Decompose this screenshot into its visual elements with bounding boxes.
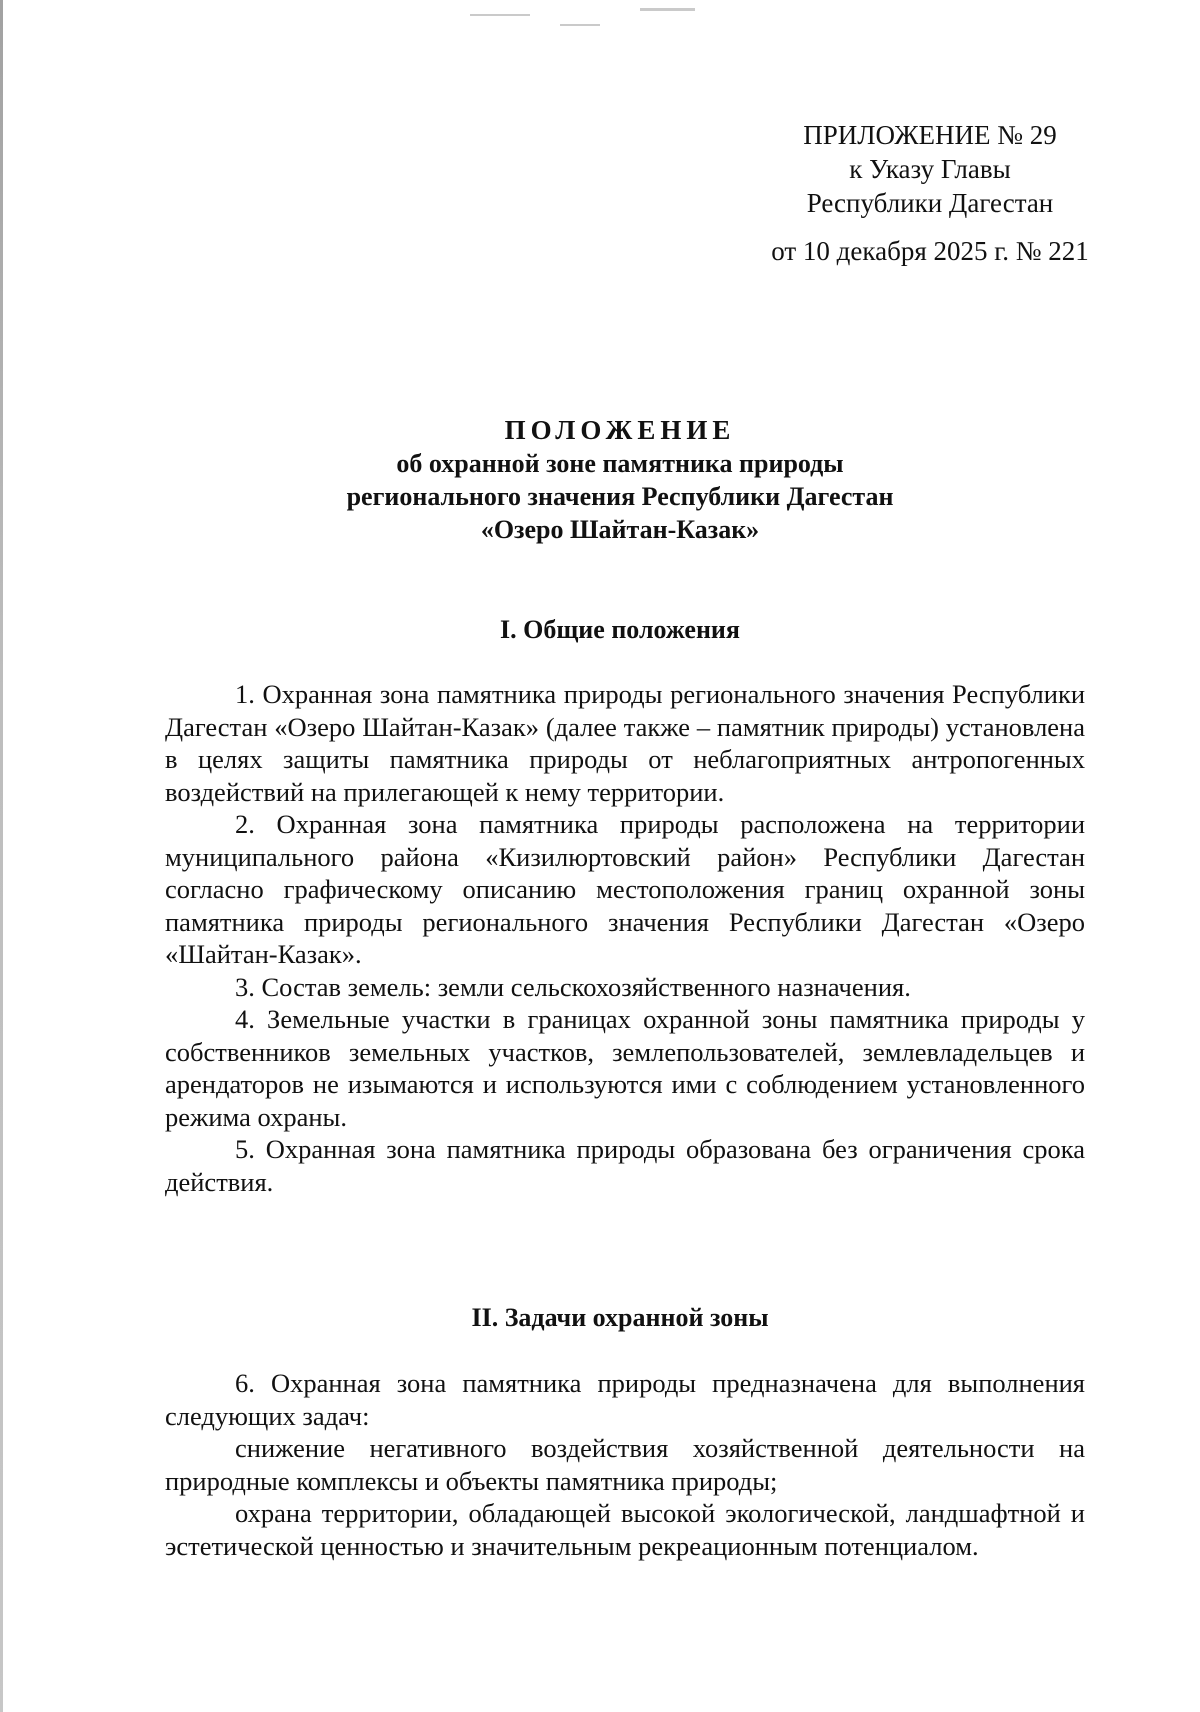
- title-subtitle-3: «Озеро Шайтан-Казак»: [480, 515, 760, 544]
- appendix-block: [760, 118, 1100, 268]
- paragraph-6: 6. Охранная зона памятника природы предназначена для выполнения следующих задач:: [165, 1368, 1085, 1431]
- appendix-number: ПРИЛОЖЕНИЕ № 29: [803, 120, 1057, 150]
- scan-speck: [470, 14, 530, 16]
- paragraph-2: 2. Охранная зона памятника природы расположена на территории муниципального района «Кизилюртовский район» Республики Дагестан согласно графическому описанию местоположения границ охранной зоны памятника природы регионального значения Республики Дагестан «Озеро «Шайтан-Казак».: [165, 809, 1085, 969]
- paragraph-3: 3. Состав земель: земли сельскохозяйственного назначения.: [235, 971, 911, 1002]
- paragraph-4: 4. Земельные участки в границах охранной зоны памятника природы у собственников земельных участков, землепользователей, землевладельцев и арендаторов не изымаются и используются ими с соблюдением установленного режима охраны.: [165, 1004, 1085, 1132]
- section-1-heading: I. Общие положения: [500, 615, 740, 644]
- appendix-date: от 10 декабря 2025 г. № 221: [771, 236, 1089, 266]
- paragraph-5: 5. Охранная зона памятника природы образована без ограничения срока действия.: [165, 1134, 1085, 1197]
- scan-speck: [640, 8, 695, 11]
- paragraph-1: 1. Охранная зона памятника природы регионального значения Республики Дагестан «Озеро Шайтан-Казак» (далее также – памятник природы) установлена в целях защиты памятника природы от неблагоприятных антропогенных воздействий на прилегающей к нему территории.: [165, 679, 1085, 807]
- appendix-decree-ref: к Указу Главы: [849, 154, 1011, 184]
- title-subtitle-1: об охранной зоне памятника природы: [396, 449, 844, 478]
- task-item-1: снижение негативного воздействия хозяйственной деятельности на природные комплексы и объекты памятника природы;: [165, 1433, 1085, 1496]
- section-2-body: [165, 1367, 1085, 1562]
- task-item-2: охрана территории, обладающей высокой экологической, ландшафтной и эстетической ценностью и значительным рекреационным потенциалом.: [165, 1498, 1085, 1561]
- title-main: ПОЛОЖЕНИЕ: [504, 415, 736, 445]
- scan-speck: [560, 24, 600, 26]
- section-1-body: [165, 678, 1085, 1198]
- document-title: [160, 414, 1080, 546]
- title-subtitle-2: регионального значения Республики Дагестан: [346, 482, 894, 511]
- scan-edge: [0, 0, 3, 1712]
- section-2-heading: II. Задачи охранной зоны: [471, 1303, 769, 1332]
- appendix-republic: Республики Дагестан: [806, 188, 1054, 218]
